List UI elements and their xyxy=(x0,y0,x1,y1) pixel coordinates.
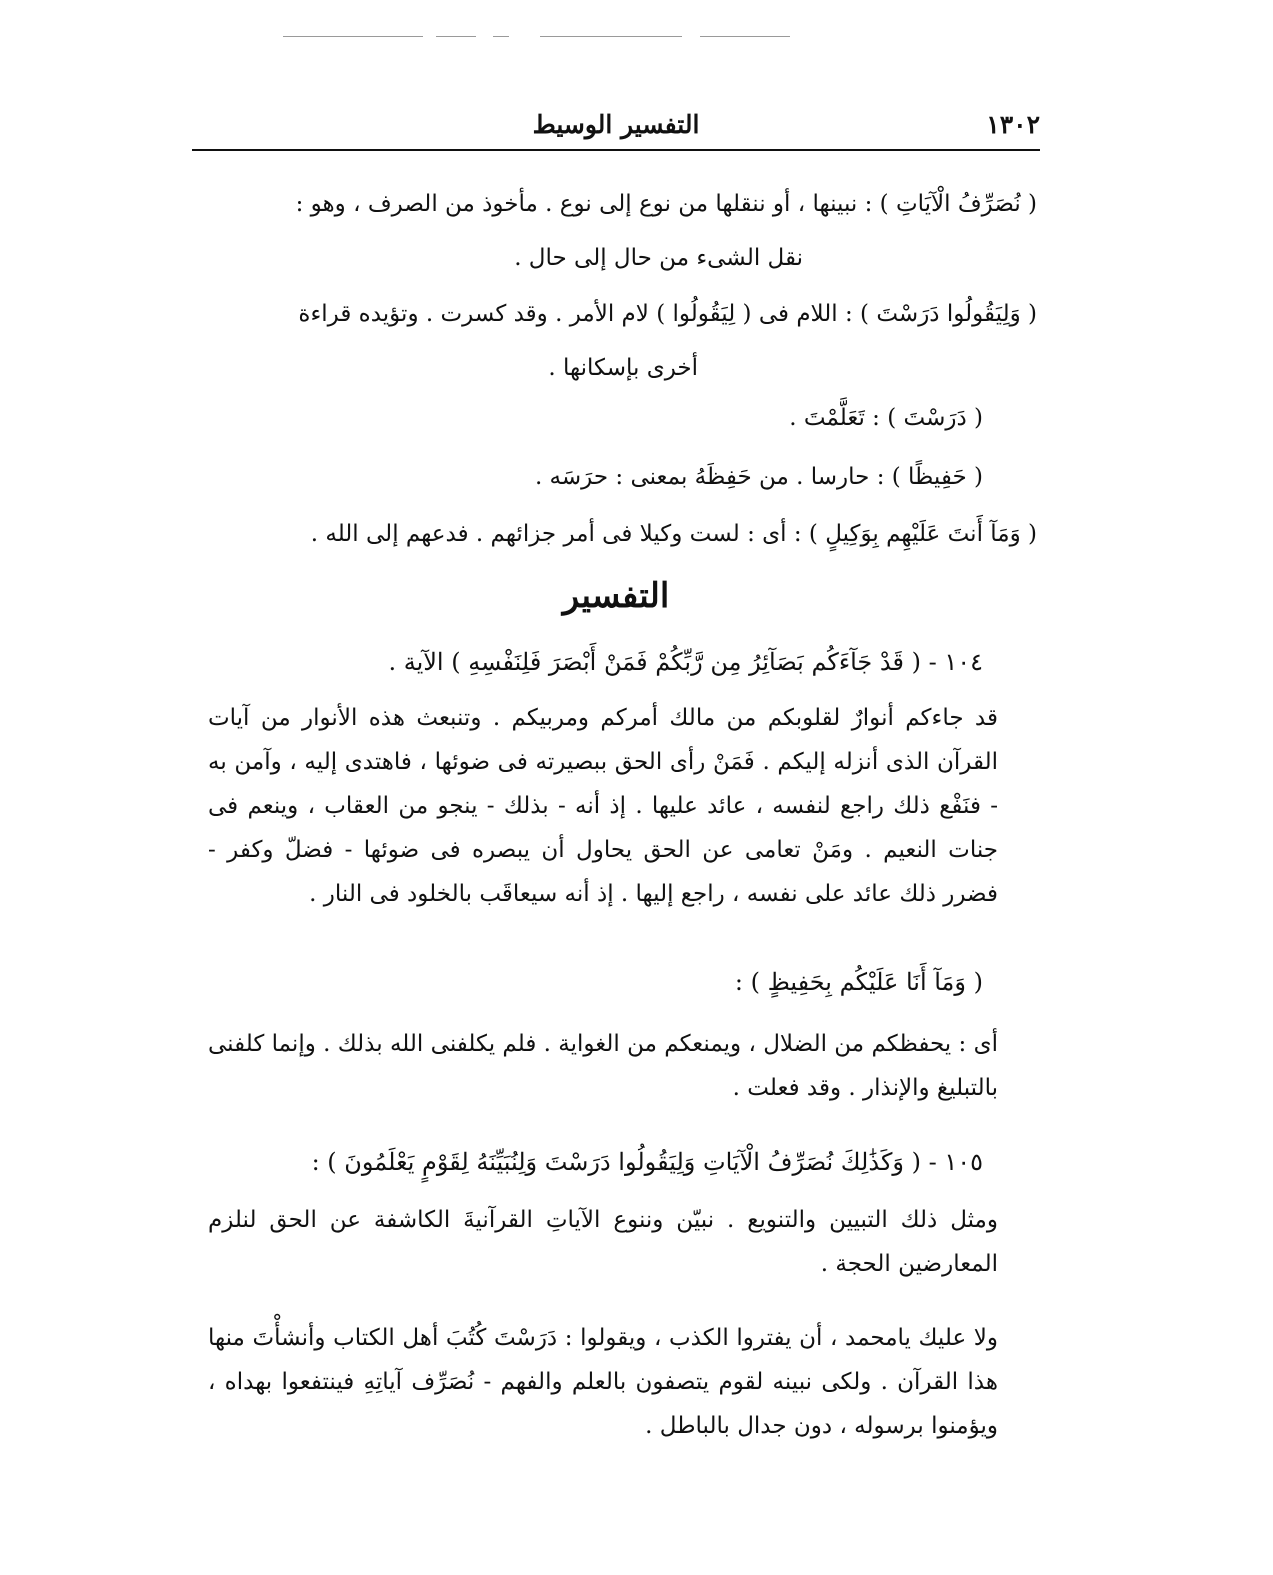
glossary-entry-2-line-2: أخرى بإسكانها . xyxy=(548,355,698,381)
header-divider xyxy=(192,149,1040,151)
scan-artifact xyxy=(540,36,682,37)
glossary-entry-3: ( دَرَسْتَ ) : تَعَلَّمْتَ . xyxy=(789,405,983,431)
scan-artifact xyxy=(700,36,790,37)
scan-artifact xyxy=(283,36,423,37)
verse-105: ١٠٥ - ( وَكَذَٰلِكَ نُصَرِّفُ الْآيَاتِ وَلِيَقُولُوا دَرَسْتَ وَلِنُبَيِّنَهُ لِقَوْمٍ يَعْلَمُونَ ) : xyxy=(311,1148,983,1176)
section-title: التفسير xyxy=(562,576,670,616)
page-header xyxy=(192,110,1040,146)
glossary-entry-2-line-1: ( وَلِيَقُولُوا دَرَسْتَ ) : اللام فى ( لِيَقُولُوا ) لام الأمر . وقد كسرت . وتؤيده قراءة xyxy=(298,301,1037,327)
book-title: التفسير الوسيط xyxy=(532,110,700,139)
scan-artifact xyxy=(436,36,476,37)
glossary-entry-4: ( حَفِيظًا ) : حارسا . من حَفِظَهُ بمعنى : حرَسَه . xyxy=(534,464,983,490)
glossary-entry-1-line-2: نقل الشىء من حال إلى حال . xyxy=(514,245,803,271)
paragraph-2: أى : يحفظكم من الضلال ، ويمنعكم من الغواية . فلم يكلفنى الله بذلك . وإنما كلفنى بالتبليغ والإنذار . وقد فعلت . xyxy=(208,1031,998,1101)
paragraph-4: ولا عليك يامحمد ، أن يفتروا الكذب ، ويقولوا : دَرَسْتَ كُتُبَ أهل الكتاب وأنشأْتَ منها هذا القرآن . ولكى نبينه لقوم يتصفون بالعلم والفهم - نُصَرِّف آياتِهِ فينتفعوا بهداه ، ويؤمنوا برسوله ، دون جدال بالباطل . xyxy=(208,1325,998,1439)
glossary-entry-5: ( وَمَآ أَنتَ عَلَيْهِم بِوَكِيلٍ ) : أى : لست وكيلا فى أمر جزائهم . فدعهم إلى الله . xyxy=(310,521,1037,547)
glossary-entry-1-line-1: ( نُصَرِّفُ الْآيَاتِ ) : نبينها ، أو ننقلها من نوع إلى نوع . مأخوذ من الصرف ، وهو : xyxy=(295,191,1037,217)
verse-104-continued: ( وَمَآ أَنَا عَلَيْكُم بِحَفِيظٍ ) : xyxy=(734,968,983,996)
verse-104: ١٠٤ - ( قَدْ جَآءَكُم بَصَآئِرُ مِن رَّبِّكُمْ فَمَنْ أَبْصَرَ فَلِنَفْسِهِ ) الآية . xyxy=(388,648,983,676)
scan-artifact xyxy=(493,36,509,37)
paragraph-3: ومثل ذلك التبيين والتنويع . نبيّن وننوع الآياتِ القرآنيةَ الكاشفة عن الحق لنلزم المعارضين الحجة . xyxy=(208,1207,998,1277)
page-number: ١٣٠٢ xyxy=(986,110,1040,139)
paragraph-1: قد جاءكم أنوارٌ لقلوبكم من مالك أمركم ومربيكم . وتنبعث هذه الأنوار من آيات القرآن الذى أنزله إليكم . فَمَنْ رأى الحق ببصيرته فى ضوئها ، فاهتدى إليه ، وآمن به - فنَفْع ذلك راجع لنفسه ، عائد عليها . إذ أنه - بذلك - ينجو من العقاب ، وينعم فى جنات النعيم . ومَنْ تعامى عن الحق يحاول أن يبصره فى ضوئها - فضلّ وكفر - فضرر ذلك عائد على نفسه ، راجع إليها . إذ أنه سيعاقَب بالخلود فى النار . xyxy=(208,705,998,907)
